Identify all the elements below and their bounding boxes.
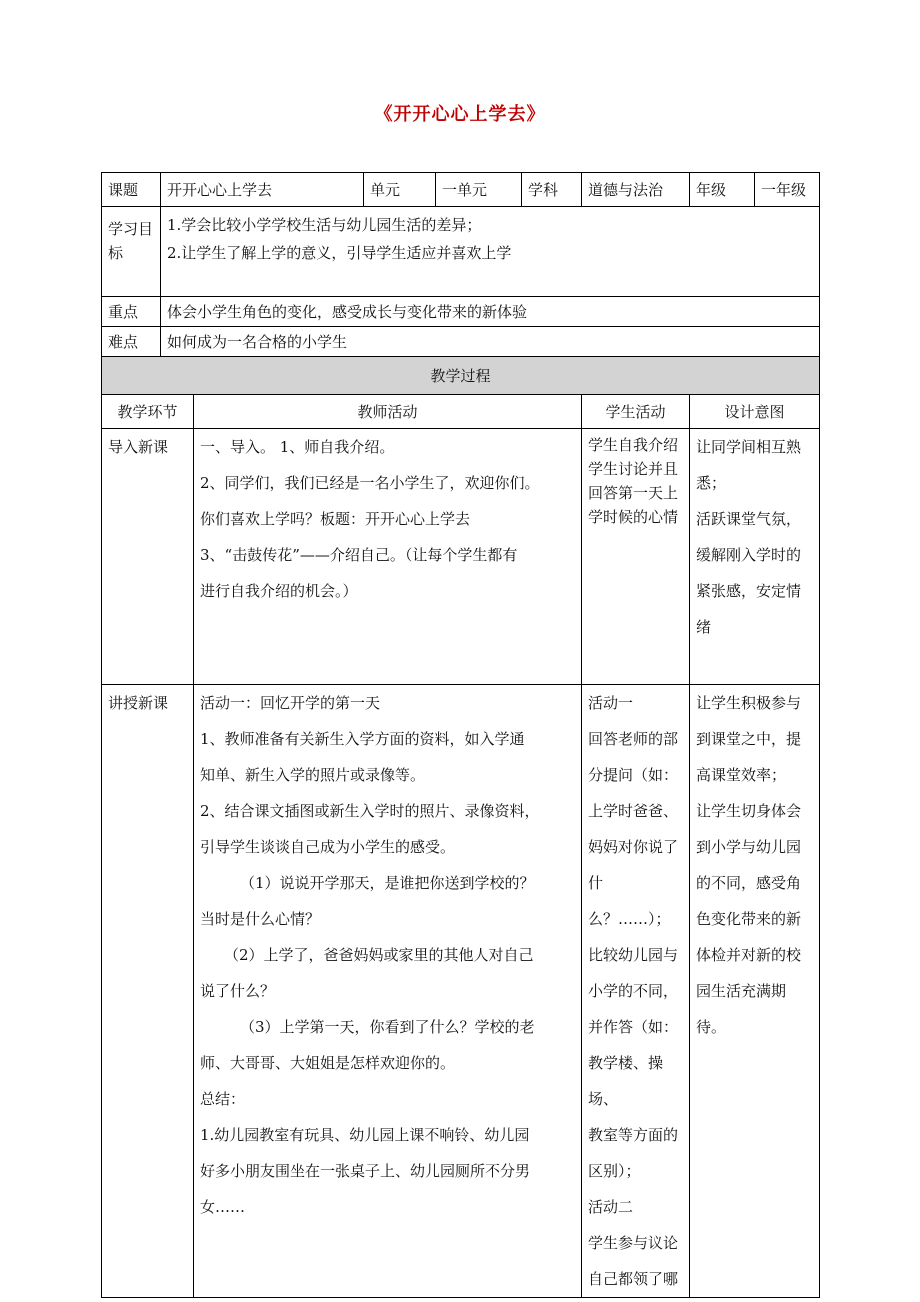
teacher-line: （1）说说开学那天，是谁把你送到学校的？ [240,874,535,892]
intent-line: 让学生切身体会 [696,802,802,820]
student-line: 回答老师的部 [588,730,679,748]
intro-design-intent [690,429,820,685]
lecture-stage: 讲授新课 [102,685,194,1298]
topic-label: 课题 [102,173,161,207]
col-header-intent: 设计意图 [690,395,820,429]
grade-label: 年级 [690,173,755,207]
topic-value: 开开心心上学去 [161,173,364,207]
teacher-line: 进行自我介绍的机会。） [200,582,358,600]
subject-value: 道德与法治 [582,173,690,207]
intent-line: 让同学间相互熟 [696,438,802,456]
teacher-line: 当时是什么心情？ [200,910,321,928]
teacher-line: 2、同学们，我们已经是一名小学生了，欢迎你们。 [200,474,540,492]
student-line: 并作答（如： [588,1018,679,1036]
student-line: 活动二 [588,1198,634,1216]
teacher-line: 好多小朋友围坐在一张桌子上、幼儿园厕所不分男 [200,1162,531,1180]
student-line: 活动一 [588,694,634,712]
intent-line: 活跃课堂气氛， [696,510,802,528]
intro-student-activity [582,429,690,685]
lecture-student-activity [582,685,690,1298]
intro-row [102,429,820,685]
teacher-line: 师、大哥哥、大姐姐是怎样欢迎你的。 [200,1054,456,1072]
info-row [102,173,820,207]
col-header-student: 学生活动 [582,395,690,429]
key-point-label: 重点 [102,297,161,327]
objectives-content [161,207,820,297]
student-line: 教室等方面的 [588,1126,679,1144]
teacher-line: 知单、新生入学的照片或录像等。 [200,766,426,784]
teacher-line: 一、导入。 1、师自我介绍。 [200,438,395,456]
intent-line: 园生活充满期待。 [696,982,787,1036]
intent-line: 体检并对新的校 [696,946,802,964]
lecture-row [102,685,820,1298]
process-header: 教学过程 [102,357,820,395]
difficulty-label: 难点 [102,327,161,357]
unit-value: 一单元 [436,173,522,207]
intent-line: 的不同，感受角 [696,874,802,892]
column-header-row [102,395,820,429]
intent-line: 色变化带来的新 [696,910,802,928]
teacher-line: 说了什么？ [200,982,276,1000]
student-line: 妈妈对你说了 [588,838,679,856]
intent-line: 到课堂之中，提 [696,730,802,748]
teacher-line: 3、“击鼓传花”——介绍自己。（让每个学生都有 [200,546,518,564]
intent-line: 绪 [696,618,712,636]
unit-label: 单元 [364,173,436,207]
student-line: 学生参与议论 [588,1234,679,1252]
grade-value: 一年级 [755,173,820,207]
objective-item: 2.让学生了解上学的意义，引导学生适应并喜欢上学 [167,244,512,262]
key-point-text: 体会小学生角色的变化，感受成长与变化带来的新体验 [161,297,820,327]
lecture-design-intent [690,685,820,1298]
process-header-row [102,357,820,395]
intent-line: 悉； [696,474,727,492]
col-header-teacher: 教师活动 [194,395,582,429]
teacher-line: 1、教师准备有关新生入学方面的资料，如入学通 [200,730,525,748]
teacher-line: 总结： [200,1090,246,1108]
student-line: 学生自我介绍 [588,436,679,454]
col-header-stage: 教学环节 [102,395,194,429]
teacher-line: 女…… [200,1198,246,1216]
intent-line: 紧张感，安定情 [696,582,802,600]
intent-line: 高课堂效率； [696,766,787,784]
student-line: 回答第一天上 [588,484,679,502]
intent-line: 缓解刚入学时的 [696,546,802,564]
difficulty-row [102,327,820,357]
intent-line: 到小学与幼儿园 [696,838,802,856]
difficulty-text: 如何成为一名合格的小学生 [161,327,820,357]
student-line: 什么？……）； [588,874,671,928]
intent-line: 让学生积极参与 [696,694,802,712]
objective-item: 1.学会比较小学学校生活与幼儿园生活的差异； [167,216,482,234]
student-line: 学生讨论并且 [588,460,679,478]
teacher-line: 你们喜欢上学吗？板题：开开心心上学去 [200,510,471,528]
lecture-teacher-activity [194,685,582,1298]
lesson-plan-table [101,172,820,1298]
subject-label: 学科 [522,173,582,207]
student-line: 分提问（如： [588,766,679,784]
student-line: 小学的不同， [588,982,679,1000]
teacher-line: 1.幼儿园教室有玩具、幼儿园上课不响铃、幼儿园 [200,1126,530,1144]
teacher-line: （3）上学第一天，你看到了什么？学校的老 [240,1018,535,1036]
objectives-label: 学习目标 [102,207,161,297]
student-line: 自己都领了哪 [588,1270,679,1288]
teacher-line: 引导学生谈谈自己成为小学生的感受。 [200,838,456,856]
objectives-row [102,207,820,297]
student-line: 比较幼儿园与 [588,946,679,964]
intro-teacher-activity [194,429,582,685]
teacher-line: （2）上学了，爸爸妈妈或家里的其他人对自己 [224,946,534,964]
intro-stage: 导入新课 [102,429,194,685]
student-line: 学时候的心情 [588,508,679,526]
student-line: 上学时爸爸、 [588,802,679,820]
student-line: 区别）； [588,1162,641,1180]
student-line: 教学楼、操场、 [588,1054,664,1108]
document-title: 《开开心心上学去》 [374,104,546,125]
key-point-row [102,297,820,327]
teacher-line: 活动一：回忆开学的第一天 [200,694,381,712]
teacher-line: 2、结合课文插图或新生入学时的照片、录像资料， [200,802,540,820]
